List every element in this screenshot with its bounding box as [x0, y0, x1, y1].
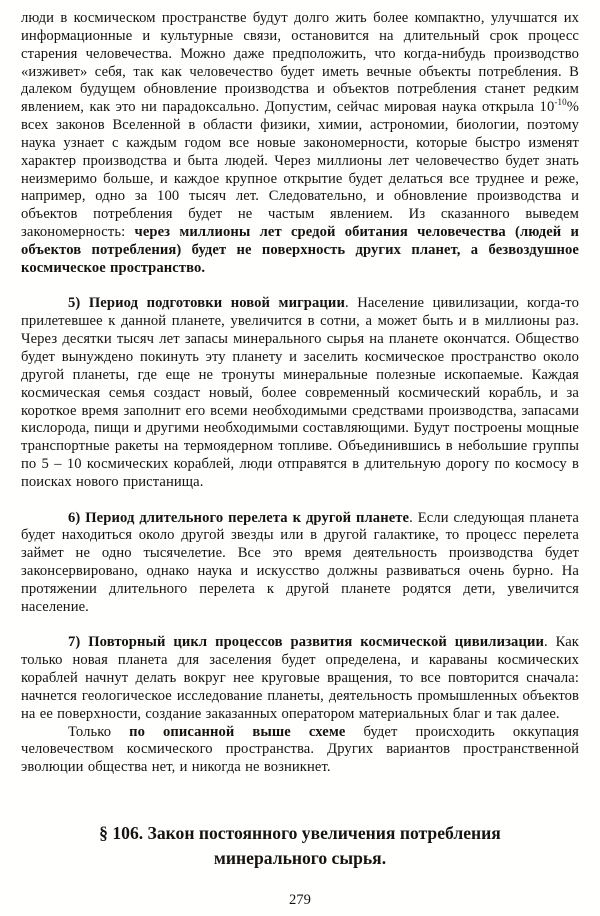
- run-text: . Как только новая планета для заселения будет определена, и караваны космических кораблей начнут делать вокруг нее круговые вращения, то все повторится сначала: начнется геологическое исследование планеты, деятельность промышленных объектов на ее поверхности, создание заказанных оператором материальных благ и так далее.: [21, 634, 579, 722]
- run-text: Только: [68, 723, 130, 740]
- paragraph-period-7: [21, 634, 579, 723]
- run-text: будет происходить оккупация человечеством космического пространства. Других вариантов пространственной эволюции общества нет, и никогда не возникнет.: [21, 723, 579, 776]
- page-number: 279: [289, 892, 311, 908]
- run-bold-emphasis: по описанной выше схеме: [129, 723, 346, 740]
- run-text: % всех законов Вселенной в области физики, химии, астрономии, биологии, поэтому наука узнает с каждым годом все новые закономерности, которые быстро изменят характер производства и быта людей. Через миллионы лет человечество будет знать неизмеримо больше, и каждое крупное открытие будет делаться все труднее и реже, например, одно за 100 тысяч лет. Следовательно, и обновление производства и объектов потребления будет не частым явлением. Из сказанного выведем закономерность:: [21, 99, 579, 241]
- run-bold-conclusion: через миллионы лет средой обитания человечества (людей и объектов потребления) будет не поверхность других планет, а безвоздушное космическое пространство.: [21, 224, 579, 276]
- paragraph-period-5: [21, 295, 579, 491]
- paragraph-continuation: [21, 10, 579, 278]
- run-text: . Население цивилизации, когда-то прилетевшее к данной планете, увеличится в сотни, а может быть и в миллионы раз. Через десятки тысяч лет запасы минерального сырья на планете окончатся. Общество будет вынуждено покинуть эту планету и заселить космическое пространство около другой планеты, где еще не тронуты минеральные полезные ископаемые. Каждая космическая семья создаст новый, более современный космический корабль, и за короткое время заполнит его всеми необходимыми средствами производства, запасами кислорода, пищи и другими необходимыми составляющими. Будут построены мощные транспортные ракеты на термоядерном топливе. Объединившись в небольшие группы по 5 – 10 космических кораблей, люди отправятся в длительную дорогу по космосу в поисках нового пристанища.: [21, 295, 579, 490]
- run-bold-title: 7) Повторный цикл процессов развития космической цивилизации: [68, 634, 544, 651]
- run-bold-title: 6) Период длительного перелета к другой планете: [68, 509, 410, 526]
- run-bold-title: 5) Период подготовки новой миграции: [68, 295, 345, 312]
- run-text: люди в космическом пространстве будут долго жить более компактно, улучшатся их информационные и культурные связи, остановится на длительный срок процесс старения человечества. Можно даже предположить, что когда-нибудь производство «изживет» себя, так как человечество будет иметь вечные объекты потребления. В далеком будущем обновление производства и объектов потребления станет редким явлением, как это ни парадоксально. Допустим, сейчас мировая наука открыла 10: [21, 10, 579, 116]
- paragraph-period-6: [21, 510, 579, 617]
- run-text: . Если следующая планета будет находиться около другой звезды или в другой галактике, то процесс перелета займет не одно тысячелетие. Все это время деятельность производства будет законсервировано, однако наука и искусство должны развиваться очень бурно. На протяжении длительного перелета к другой планете родятся дети, увеличится население.: [21, 509, 579, 615]
- section-heading: § 106. Закон постоянного увеличения потребления минерального сырья.: [99, 823, 501, 868]
- superscript-exponent: -10: [554, 97, 567, 108]
- paragraph-summary: [21, 724, 579, 778]
